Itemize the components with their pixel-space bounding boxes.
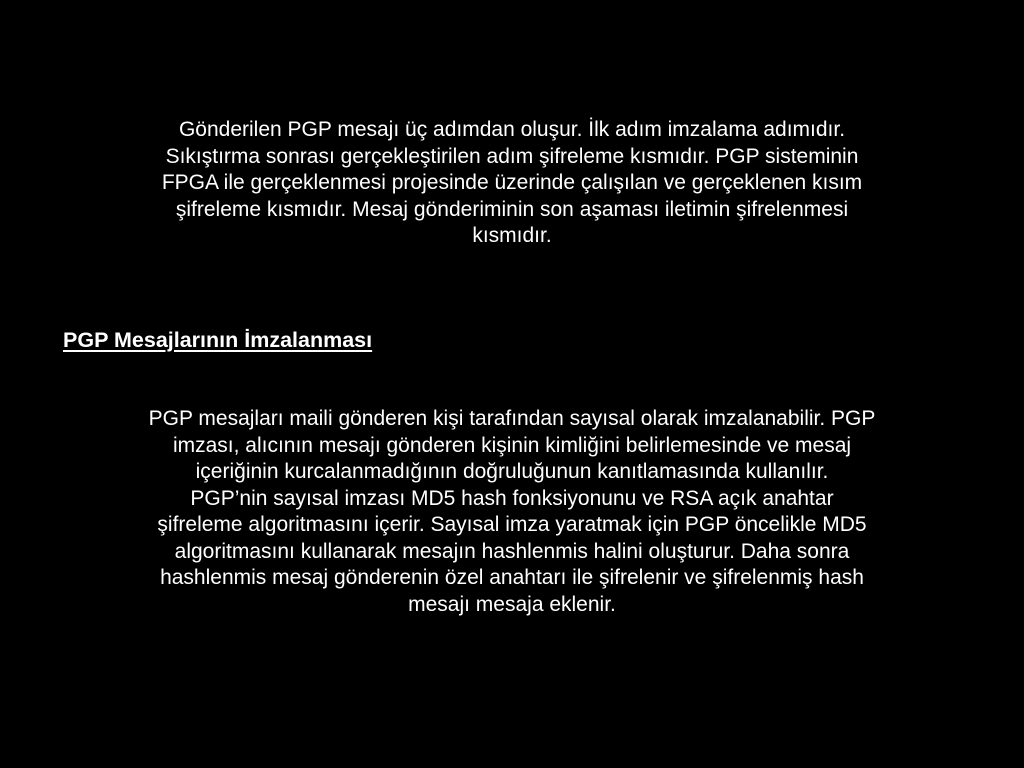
intro-line: Gönderilen PGP mesajı üç adımdan oluşur. İlk adım imzalama adımıdır. (178, 118, 846, 141)
intro-line: Sıkıştırma sonrası gerçekleştirilen adım şifreleme kısmıdır. PGP sisteminin (165, 144, 859, 168)
body-line: hashlenmis mesaj gönderenin özel anahtarı ile şifrelenir ve şifrelenmiş hash (160, 566, 864, 589)
body-line: mesajı mesaja eklenir. (408, 592, 616, 616)
intro-line: FPGA ile gerçeklenmesi projesinde üzerinde çalışılan ve gerçeklenen kısım (161, 171, 863, 194)
body-line: şifreleme algoritmasını içerir. Sayısal imza yaratmak için PGP öncelikle MD5 (157, 513, 867, 536)
body-line: PGP mesajları maili gönderen kişi tarafından sayısal olarak imzalanabilir. PGP (148, 407, 876, 430)
body-line: algoritmasını kullanarak mesajın hashlenmis halini oluşturur. Daha sonra (174, 539, 850, 563)
intro-line: kısmıdır. (472, 224, 552, 247)
intro-line: şifreleme kısmıdır. Mesaj gönderiminin son aşaması iletimin şifrelenmesi (175, 197, 849, 221)
body-line: PGP’nin sayısal imzası MD5 hash fonksiyonunu ve RSA açık anahtar (190, 486, 834, 510)
body-line: içeriğinin kurcalanmadığının doğruluğunun kanıtlamasında kullanılır. (195, 460, 829, 483)
body-line: imzası, alıcının mesajı gönderen kişinin kimliğini belirlemesinde ve mesaj (172, 433, 852, 457)
section-heading: PGP Mesajlarının İmzalanması (63, 328, 373, 352)
body-paragraph (40, 406, 984, 618)
intro-paragraph (60, 117, 964, 250)
